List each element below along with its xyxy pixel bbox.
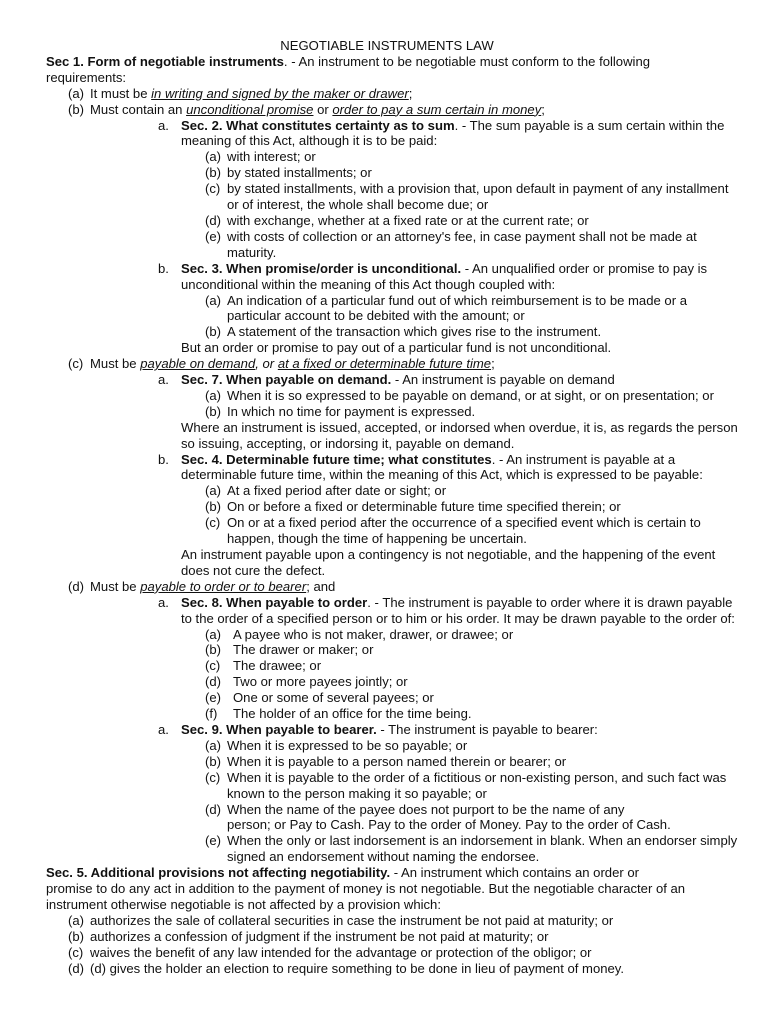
- list-item: (a) An indication of a particular fund out of which reimbursement is to be made or a: [205, 292, 687, 308]
- sec2-heading: Sec. 2. What constitutes certainty as to sum: [181, 117, 455, 133]
- list-item: (c) The drawee; or: [205, 658, 322, 674]
- sec2-line: a. Sec. 2. What constitutes certainty as to sum. - The sum payable is a sum certain within the: [158, 117, 725, 133]
- sec1-line-2: requirements:: [46, 69, 127, 85]
- list-item: (d) When the name of the payee does not purport to be the name of any: [205, 801, 625, 817]
- sec7-line: a. Sec. 7. When payable on demand. - An instrument is payable on demand: [158, 372, 615, 388]
- requirement-a-marker: (a): [68, 85, 85, 101]
- list-item: (d) Two or more payees jointly; or: [205, 674, 408, 690]
- sec5-line-3: instrument otherwise negotiable is not affected by a provision which:: [46, 896, 441, 912]
- list-item-continuation: or of interest, the whole shall become due; or: [227, 197, 489, 213]
- sec8-line-2: to the order of a specified person or to him or his order. It may be drawn payable to the order of:: [181, 610, 735, 626]
- sec1-line: [46, 54, 728, 70]
- sec1-heading: Sec 1. Form of negotiable instruments: [46, 53, 284, 69]
- list-item-continuation: particular account to be debited with the amount; or: [227, 308, 525, 324]
- sec4-line-2: determinable future time, within the meaning of this Act, which is expressed to be payable:: [181, 467, 703, 483]
- list-item: (c) waives the benefit of any law intended for the advantage or protection of the obligor; or: [68, 944, 592, 960]
- sec9-marker: a.: [158, 721, 169, 737]
- requirement-c-emphasis-1: payable on demand: [140, 356, 256, 372]
- sec9-line: a. Sec. 9. When payable to bearer. - The instrument is payable to bearer:: [158, 721, 598, 737]
- list-item: (e) When the only or last indorsement is an indorsement in blank. When an endorser simply: [205, 833, 738, 849]
- list-item: (b) A statement of the transaction which gives rise to the instrument.: [205, 324, 602, 340]
- sec7-closing: Where an instrument is issued, accepted, or indorsed when overdue, it is, as regards the person: [181, 419, 738, 435]
- requirement-a: (a) It must be in writing and signed by the maker or drawer;: [68, 85, 413, 101]
- list-item: (b) The drawer or maker; or: [205, 642, 374, 658]
- list-item: (b) In which no time for payment is expressed.: [205, 403, 476, 419]
- requirement-b-emphasis-1: unconditional promise: [186, 101, 314, 117]
- requirement-c-emphasis-2: at a fixed or determinable future time: [277, 356, 492, 372]
- requirement-d: (d) Must be payable to order or to bearer; and: [68, 578, 336, 594]
- requirement-c: (c) Must be payable on demand, or at a fixed or determinable future time;: [68, 356, 495, 372]
- list-item-continuation: signed an endorsement without naming the endorsee.: [227, 849, 540, 865]
- list-item: (a) At a fixed period after date or sight; or: [205, 483, 447, 499]
- list-item: (a) A payee who is not maker, drawer, or drawee; or: [205, 626, 514, 642]
- sec5-line-2: promise to do any act in addition to the payment of money is not negotiable. But the negotiable character of an: [46, 881, 686, 897]
- sec3-marker: b.: [158, 260, 169, 276]
- requirement-c-marker: (c): [68, 356, 84, 372]
- sec4-line: b. Sec. 4. Determinable future time; what constitutes. - An instrument is payable at a: [158, 451, 676, 467]
- sec2-line-2: meaning of this Act, although it is to be paid:: [181, 133, 438, 149]
- list-item: (b) On or before a fixed or determinable future time specified therein; or: [205, 499, 621, 515]
- sec2-marker: a.: [158, 117, 169, 133]
- list-item: (b) by stated installments; or: [205, 165, 372, 181]
- requirement-a-emphasis: in writing and signed by the maker or drawer: [151, 85, 409, 101]
- sec3-line: b. Sec. 3. When promise/order is unconditional. - An unqualified order or promise to pay is: [158, 260, 708, 276]
- sec4-closing: An instrument payable upon a contingency is not negotiable, and the happening of the event: [181, 547, 716, 562]
- list-item: (a) When it is expressed to be so payable; or: [205, 737, 468, 753]
- sec4-closing-2: does not cure the defect.: [181, 562, 326, 578]
- list-item: (e) with costs of collection or an attorney's fee, in case payment shall not be made at: [205, 228, 697, 244]
- list-item: (d) (d) gives the holder an election to require something to be done in lieu of payment of money.: [68, 960, 625, 976]
- list-item-continuation: known to the person making it so payable; or: [227, 785, 487, 801]
- sec3-line-2: unconditional within the meaning of this Act though coupled with:: [181, 276, 556, 292]
- sec1-text: . - An instrument to be negotiable must conform to the following: [283, 53, 651, 69]
- sec9-heading: Sec. 9. When payable to bearer.: [181, 721, 377, 737]
- sec7-closing-2: so issuing, accepting, or indorsing it, payable on demand.: [181, 435, 515, 451]
- sec5-heading: Sec. 5. Additional provisions not affecting negotiability.: [46, 865, 391, 881]
- list-item: (d) with exchange, whether at a fixed rate or at the current rate; or: [205, 212, 589, 228]
- sec8-line: a. Sec. 8. When payable to order. - The instrument is payable to order where it is drawn payable: [158, 594, 733, 610]
- requirement-b-emphasis-2: order to pay a sum certain in money: [332, 101, 542, 117]
- requirement-d-marker: (d): [68, 578, 85, 594]
- list-item: (c) by stated installments, with a provision that, upon default in payment of any installment: [205, 181, 729, 197]
- sec3-closing: But an order or promise to pay out of a particular fund is not unconditional.: [181, 340, 612, 356]
- sec7-marker: a.: [158, 372, 169, 388]
- list-item: (c) When it is payable to the order of a fictitious or non-existing person, and such fact was: [205, 769, 727, 785]
- list-item: (c) On or at a fixed period after the occurrence of a specified event which is certain to: [205, 515, 701, 531]
- document-title: NEGOTIABLE INSTRUMENTS LAW: [280, 38, 494, 53]
- sec8-marker: a.: [158, 594, 169, 610]
- sec4-heading: Sec. 4. Determinable future time; what constitutes: [181, 451, 492, 467]
- requirement-b-marker: (b): [68, 101, 85, 117]
- list-item: (a) authorizes the sale of collateral securities in case the instrument be not paid at maturity; or: [68, 912, 614, 928]
- list-item: (b) When it is payable to a person named therein or bearer; or: [205, 753, 567, 769]
- list-item: (a) with interest; or: [205, 149, 316, 165]
- sec5-line: Sec. 5. Additional provisions not affecting negotiability. - An instrument which contains an order or: [46, 865, 640, 881]
- list-item-continuation: person; or Pay to Cash. Pay to the order of Money. Pay to the order of Cash.: [227, 817, 671, 833]
- list-item: (e) One or some of several payees; or: [205, 690, 434, 706]
- sec3-heading: Sec. 3. When promise/order is unconditional.: [181, 260, 462, 276]
- list-item-continuation: happen, though the time of happening be uncertain.: [227, 531, 527, 547]
- requirement-d-emphasis: payable to order or to bearer: [140, 578, 307, 594]
- list-item: (a) When it is so expressed to be payable on demand, or at sight, or on presentation; or: [205, 387, 714, 403]
- list-item-continuation: maturity.: [227, 244, 277, 260]
- list-item: (f) The holder of an office for the time being.: [205, 706, 472, 722]
- sec8-heading: Sec. 8. When payable to order: [181, 594, 368, 610]
- list-item: (b) authorizes a confession of judgment if the instrument be not paid at maturity; or: [68, 928, 549, 944]
- sec7-heading: Sec. 7. When payable on demand.: [181, 372, 392, 388]
- sec4-marker: b.: [158, 451, 169, 467]
- requirement-b: (b) Must contain an unconditional promise or order to pay a sum certain in money;: [68, 101, 545, 117]
